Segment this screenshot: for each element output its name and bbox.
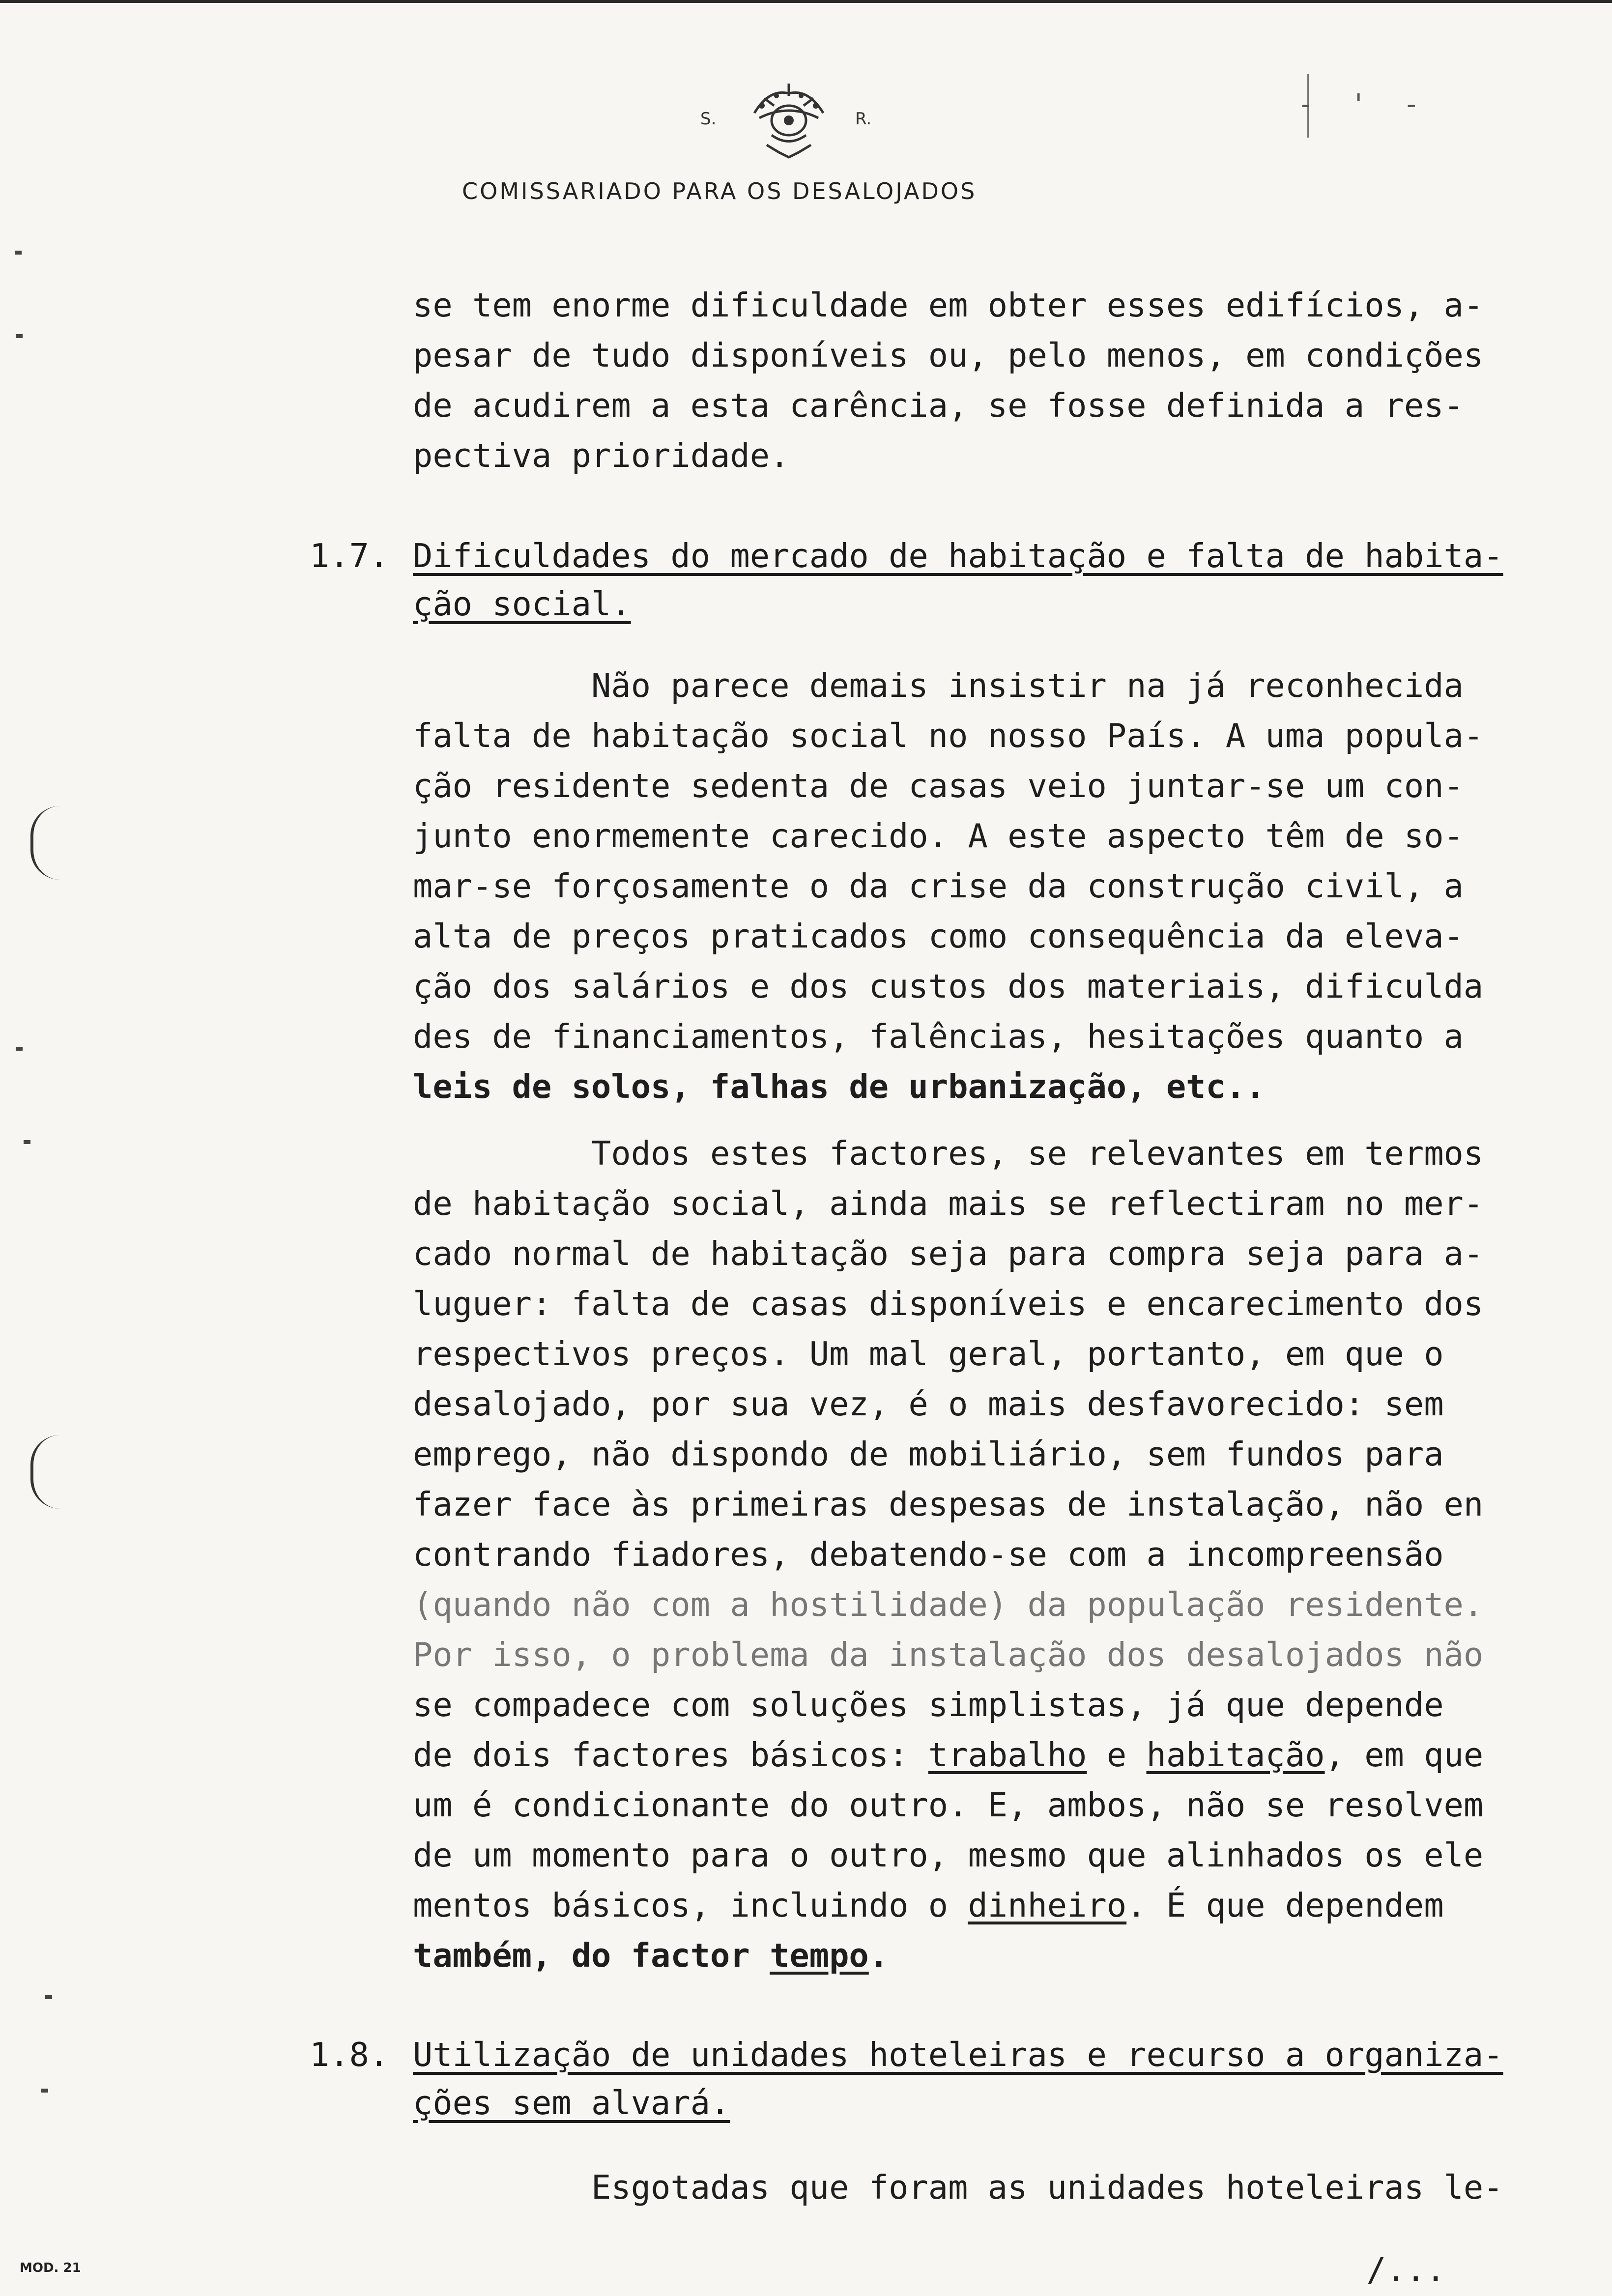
s17-p1-line-7: ção dos salários e dos custos dos materiais, dificulda (413, 967, 1484, 1005)
margin-speck (24, 1140, 30, 1144)
s17-p2-line-14: um é condicionante do outro. E, ambos, não se resolvem (413, 1786, 1484, 1824)
s17-p2-line-9: contrando fiadores, debatendo-se com a incompreensão (413, 1535, 1444, 1574)
s17-p1-line-3: ção residente sedenta de casas veio juntar-se um con- (413, 767, 1464, 805)
s17-p2-line-12: se compadece com soluções simplistas, já que depende (413, 1686, 1444, 1724)
continued-mark: /... (1366, 2251, 1446, 2289)
intro-line-2: pesar de tudo disponíveis ou, pelo menos, em condições (413, 336, 1484, 374)
s17-p2-line-10: (quando não com a hostilidade) da população residente. (413, 1585, 1484, 1624)
s17-p2-line-8: fazer face às primeiras despesas de instalação, não en (413, 1485, 1484, 1523)
punch-hole-mark (30, 806, 92, 880)
s17-p2-line-1: Todos estes factores, se relevantes em termos (413, 1134, 1484, 1173)
section-1-7-title-line1: Dificuldades do mercado de habitação e falta de habita- (413, 537, 1503, 575)
word-dinheiro: dinheiro (968, 1886, 1127, 1924)
s17-p2-line-15: de um momento para o outro, mesmo que alinhados os ele (413, 1836, 1484, 1874)
s17-p2-line-11: Por isso, o problema da instalação dos desalojados não (413, 1636, 1484, 1674)
intro-line-1: se tem enorme dificuldade em obter esses edifícios, a- (413, 286, 1484, 324)
word-tempo: tempo (770, 1936, 869, 1975)
margin-speck (16, 334, 23, 338)
intro-line-4: pectiva prioridade. (413, 436, 790, 475)
s17-p2-line-3: cado normal de habitação seja para compra seja para a- (413, 1234, 1484, 1273)
section-1-7-title-line2: ção social. (413, 585, 631, 623)
page-number-mark: - ' - (1297, 88, 1430, 120)
margin-speck (41, 2089, 48, 2093)
header-left-initial: S. (700, 109, 717, 129)
margin-speck (15, 251, 22, 255)
header-right-initial: R. (855, 109, 872, 129)
section-1-8-title-line2: ções sem alvará. (413, 2084, 730, 2122)
punch-hole-mark (30, 1435, 92, 1509)
s17-p1-line-9: leis de solos, falhas de urbanização, etc.. (413, 1067, 1266, 1106)
s18-p1-line-1: Esgotadas que foram as unidades hoteleiras le- (413, 2168, 1503, 2207)
word-habitacao: habitação (1146, 1736, 1325, 1774)
section-1-7-number: 1.7. (310, 537, 389, 575)
form-code: MOD. 21 (20, 2261, 81, 2275)
s17-p2-line-16: mentos básicos, incluindo o dinheiro. É que dependem (413, 1886, 1444, 1924)
s17-p2-line-17: também, do factor tempo. (413, 1936, 889, 1975)
s17-p2-line-13: de dois factores básicos: trabalho e habitação, em que (413, 1736, 1484, 1774)
s17-p1-line-4: junto enormemente carecido. A este aspecto têm de so- (413, 817, 1464, 855)
margin-speck (16, 1047, 23, 1051)
s17-p1-line-5: mar-se forçosamente o da crise da construção civil, a (413, 867, 1464, 905)
top-border (0, 0, 1612, 3)
s17-p1-line-1: Não parece demais insistir na já reconhecida (413, 666, 1464, 705)
s17-p1-line-8: des de financiamentos, falências, hesitações quanto a (413, 1017, 1464, 1056)
s17-p2-line-6: desalojado, por sua vez, é o mais desfavorecido: sem (413, 1385, 1444, 1423)
section-1-8-title-line1: Utilização de unidades hoteleiras e recurso a organiza- (413, 2036, 1503, 2074)
word-trabalho: trabalho (928, 1736, 1087, 1774)
s17-p2-line-4: luguer: falta de casas disponíveis e encarecimento dos (413, 1285, 1484, 1323)
s17-p2-line-7: emprego, não dispondo de mobiliário, sem fundos para (413, 1435, 1444, 1473)
section-1-8-number: 1.8. (310, 2036, 389, 2074)
s17-p2-line-2: de habitação social, ainda mais se reflectiram no mer- (413, 1184, 1484, 1223)
s17-p1-line-6: alta de preços praticados como consequência da eleva- (413, 917, 1464, 955)
margin-speck (45, 1995, 52, 1999)
intro-line-3: de acudirem a esta carência, se fosse definida a res- (413, 386, 1464, 425)
coat-of-arms-emblem (740, 79, 838, 162)
s17-p1-line-2: falta de habitação social no nosso País. A uma popula- (413, 717, 1484, 755)
s17-p2-line-5: respectivos preços. Um mal geral, portanto, em que o (413, 1335, 1444, 1373)
letterhead-title: COMISSARIADO PARA OS DESALOJADOS (462, 178, 977, 204)
